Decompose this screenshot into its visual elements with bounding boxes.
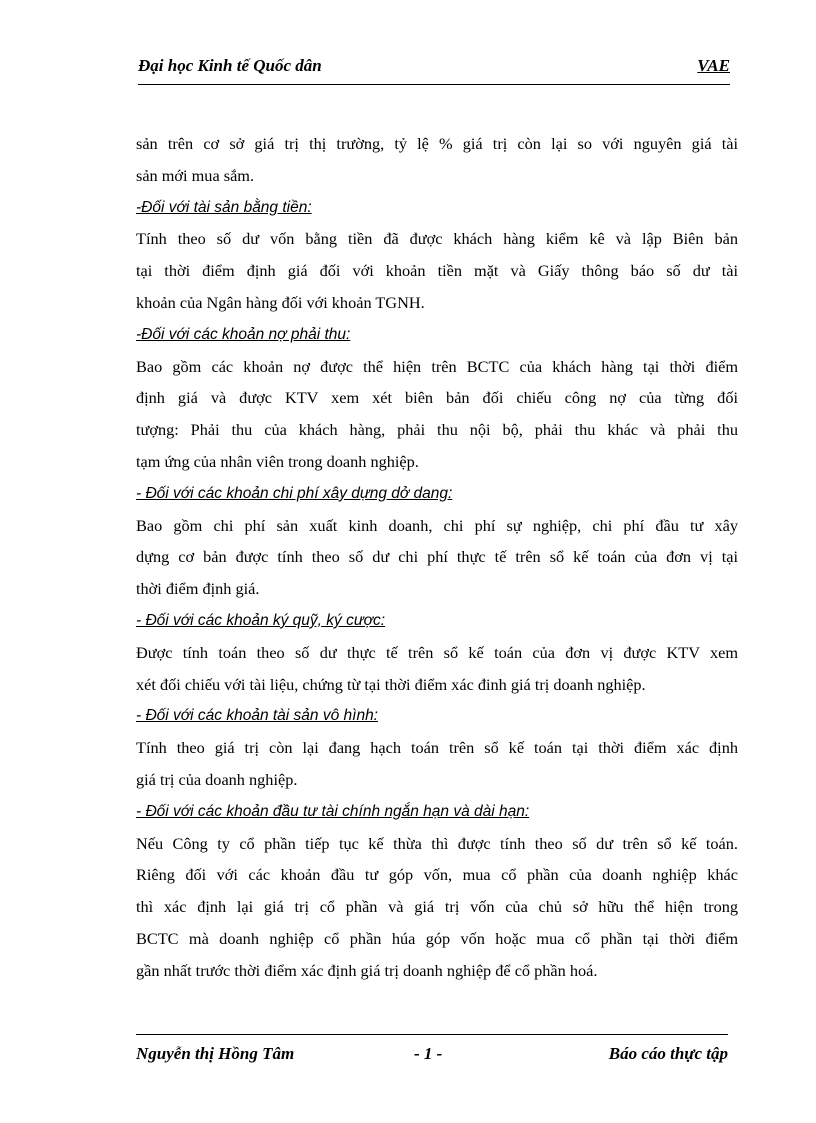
footer-report-title: Báo cáo thực tập	[608, 1044, 728, 1063]
paragraph-line: tạm ứng của nhân viên trong doanh nghiệp.	[136, 451, 419, 471]
footer-author: Nguyễn thị Hồng Tâm	[136, 1044, 295, 1063]
paragraph-line: sản mới mua sắm.	[136, 165, 255, 185]
paragraph-line: BCTC mà doanh nghiệp cổ phần húa góp vốn hoặc mua cổ phần tại thời điểm	[136, 928, 738, 948]
header-code: VAE	[697, 56, 730, 75]
paragraph-line: Bao gồm các khoản nợ được thể hiện trên BCTC của khách hàng tại thời điểm	[136, 356, 738, 376]
paragraph-line: Riêng đối với các khoản đầu tư góp vốn, mua cổ phần của doanh nghiệp khác	[136, 865, 738, 885]
section-heading-deposits: - Đối với các khoản ký quỹ, ký cược:	[136, 611, 386, 629]
header-university: Đại học Kinh tế Quốc dân	[138, 56, 322, 75]
section-heading-construction: - Đối với các khoản chi phí xây dựng dở dang:	[136, 484, 453, 502]
paragraph-line: sản trên cơ sở giá trị thị trường, tỷ lệ % giá trị còn lại so với nguyên giá tài	[136, 134, 738, 153]
page-number: - 1 -	[414, 1044, 443, 1063]
paragraph-line: dựng cơ bản được tính theo số dư chi phí thực tế trên sổ kế toán của đơn vị tại	[136, 547, 738, 567]
paragraph-line: giá trị của doanh nghiệp.	[136, 769, 298, 789]
section-heading-investments: - Đối với các khoản đầu tư tài chính ngắn hạn và dài hạn:	[136, 802, 530, 820]
paragraph-line: Được tính toán theo số dư thực tế trên sổ kế toán của đơn vị được KTV xem	[136, 642, 738, 662]
paragraph-line: Tính theo số dư vốn bằng tiền đã được khách hàng kiểm kê và lập Biên bản	[136, 229, 738, 249]
paragraph-line: thời điểm định giá.	[136, 579, 260, 599]
document-body	[136, 128, 738, 987]
header-rule	[138, 84, 730, 85]
section-heading-intangible: - Đối với các khoản tài sản vô hình:	[136, 707, 378, 725]
paragraph-line: khoản của Ngân hàng đối với khoản TGNH.	[136, 292, 425, 312]
paragraph-line: Nếu Công ty cổ phần tiếp tục kế thừa thì được tính theo số dư trên sổ kế toán.	[136, 833, 738, 853]
paragraph-line: Tính theo giá trị còn lại đang hạch toán trên sổ kế toán tại thời điểm xác định	[136, 738, 738, 758]
paragraph-line: xét đối chiếu với tài liệu, chứng từ tại thời điểm xác đinh giá trị doanh nghiệp.	[136, 674, 646, 694]
section-heading-cash: -Đối với tài sản bằng tiền:	[136, 198, 312, 216]
paragraph-line: Bao gồm chi phí sản xuất kinh doanh, chi phí sự nghiệp, chi phí đầu tư xây	[136, 515, 738, 535]
paragraph-line: tại thời điểm định giá đối với khoản tiền mặt và Giấy thông báo số dư tài	[136, 261, 738, 281]
page-footer	[136, 1034, 728, 1084]
footer-rule	[136, 1034, 728, 1035]
paragraph-line: tượng: Phải thu của khách hàng, phải thu nội bộ, phải thu khác và phải thu	[136, 420, 738, 440]
section-heading-receivables: -Đối với các khoản nợ phải thu:	[136, 325, 351, 343]
paragraph-line: thì xác định lại giá trị cổ phần và giá trị vốn của chủ sở hữu thể hiện trong	[136, 897, 738, 917]
page-header	[138, 56, 730, 86]
paragraph-line: định giá và được KTV xem xét biên bản đối chiếu công nợ của từng đối	[136, 388, 738, 408]
paragraph-line: gần nhất trước thời điểm xác định giá trị doanh nghiệp để cổ phần hoá.	[136, 960, 598, 980]
